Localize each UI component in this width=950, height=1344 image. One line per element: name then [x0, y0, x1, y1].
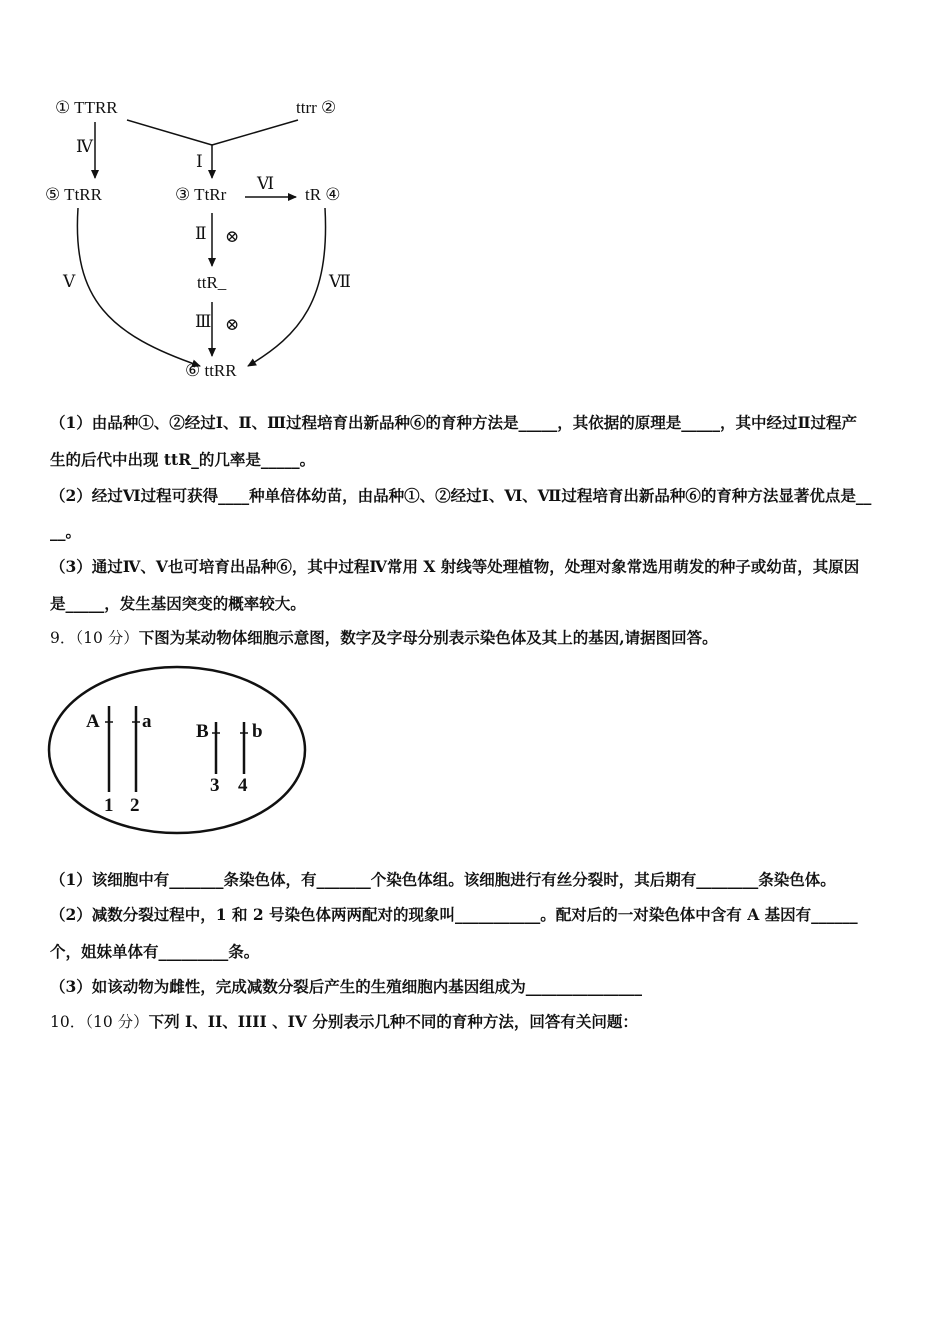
q8-sub2-line2: __。 [50, 522, 82, 541]
gene-label-A: A [86, 711, 100, 732]
gene-label-B: B [196, 721, 209, 742]
q9-sub2-line1: （2）减数分裂过程中，1 和 2 号染色体两两配对的现象叫___________。配对后的一对染色体中含有 A 基因有______ [50, 905, 858, 924]
gene-label-b: b [252, 721, 263, 742]
process-label-VI: Ⅵ [257, 174, 275, 193]
gene-label-a: a [142, 711, 152, 732]
chromosome-number-1: 1 [104, 795, 114, 816]
q9-stem: 下图为某动物体细胞示意图，数字及字母分别表示染色体及其上的基因,请据图回答。 [138, 628, 718, 647]
node-ttrr-1: ① TTRR [55, 98, 118, 117]
process-label-V: Ⅴ [63, 272, 76, 291]
process-label-VII: Ⅶ [329, 272, 351, 291]
self-cross-symbol-1: ⊗ [225, 227, 240, 246]
q10-number: 10．（10 分） [50, 1013, 149, 1031]
q8-sub3-line1: （3）通过Ⅳ、Ⅴ也可培育出品种⑥，其中过程Ⅳ常用 X 射线等处理植物，处理对象常选用萌发的种子或幼苗，其原因 [50, 557, 860, 576]
q9-sub1: （1）该细胞中有_______条染色体，有_______个染色体组。该细胞进行有丝分裂时，其后期有________条染色体。 [50, 870, 836, 889]
chromosome-number-2: 2 [130, 795, 140, 816]
q9-number: 9．（10 分） [50, 629, 139, 647]
node-ttrr-5: ⑤ TtRR [45, 185, 102, 204]
q8-sub3-line2: 是_____，发生基因突变的概率较大。 [50, 594, 306, 613]
q8-sub1-line1: （1）由品种①、②经过Ⅰ、Ⅱ、Ⅲ过程培育出新品种⑥的育种方法是_____，其依据的原理是_____，其中经过Ⅱ过程产 [50, 413, 858, 432]
q9-sub3: （3）如该动物为雌性，完成减数分裂后产生的生殖细胞内基因组成为_______________ [50, 977, 643, 996]
node-tr-4: tR ④ [305, 185, 341, 204]
process-label-IV: Ⅳ [76, 137, 93, 156]
q8-sub2-line1: （2）经过Ⅵ过程可获得____种单倍体幼苗，由品种①、②经过Ⅰ、Ⅵ、Ⅶ过程培育出新品种⑥的育种方法显著优点是__ [50, 486, 872, 505]
node-ttrr-6: ⑥ ttRR [185, 361, 237, 380]
process-label-I: Ⅰ [196, 152, 203, 171]
q10-header [50, 1010, 638, 1032]
node-ttrr-3: ③ TtRr [175, 185, 227, 204]
process-label-II: Ⅱ [195, 224, 207, 243]
chromosome-number-4: 4 [238, 775, 248, 796]
chromosome-number-3: 3 [210, 775, 220, 796]
node-ttr: ttR_ [197, 273, 227, 292]
q8-sub1-line2: 生的后代中出现 ttR_的几率是_____。 [50, 450, 316, 469]
process-label-III: Ⅲ [195, 312, 212, 331]
q9-sub2-line2: 个，姐妹单体有_________条。 [50, 942, 260, 961]
node-ttrr-2: ttrr ② [296, 98, 337, 117]
self-cross-symbol-2: ⊗ [225, 315, 240, 334]
q10-stem: 下列 I、II、IIII 、IV 分别表示几种不同的育种方法，回答有关问题： [148, 1012, 638, 1031]
cell-membrane [49, 667, 305, 833]
